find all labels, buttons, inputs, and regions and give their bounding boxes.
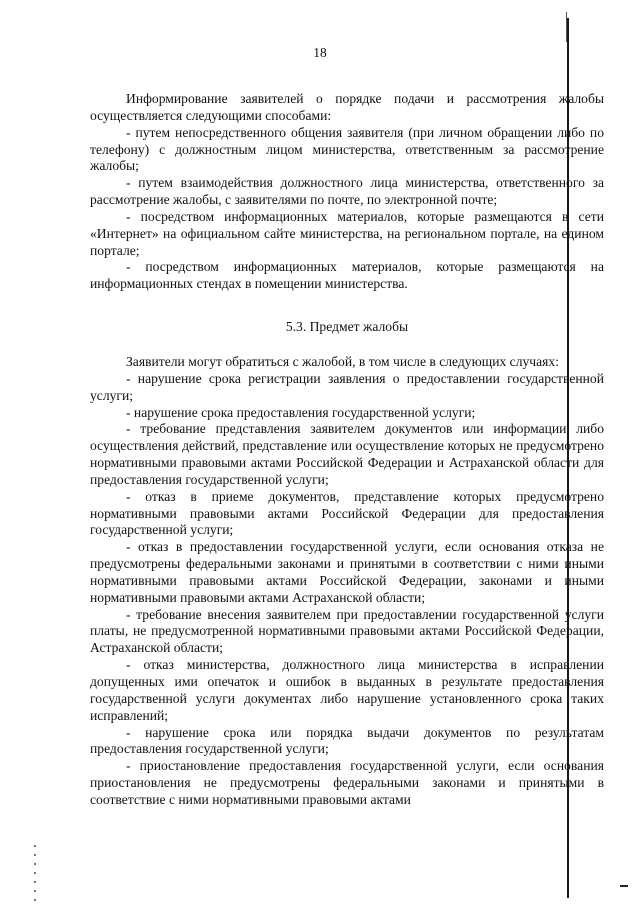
list-item: - отказ в предоставлении государственной услуги, если основания отказа не предусмотрены федеральными законами и принятыми в соответствии с ними иными нормативными правовыми актами Российской Федерации, законами и иными нормативными правовыми актами Астраханской области; bbox=[90, 539, 604, 605]
list-item: - требование представления заявителем документов или информации либо осуществления действий, представление или осуществление которых не предусмотрено нормативными правовыми актами Российской Федерации и Астраханской области для предоставления государственной услуги; bbox=[90, 421, 604, 487]
list-item: - нарушение срока предоставления государственной услуги; bbox=[126, 404, 476, 420]
corner-mark bbox=[620, 885, 628, 887]
margin-marks bbox=[34, 845, 36, 905]
section-heading: 5.3. Предмет жалобы bbox=[285, 319, 409, 335]
list-item: - требование внесения заявителем при предоставлении государственной услуги платы, не предусмотренной нормативными правовыми актами Российской Федерации, Астраханской области; bbox=[90, 606, 604, 656]
list-item: - приостановление предоставления государственной услуги, если основания приостановления не предусмотрены федеральными законами и принятыми в соответствие с ними нормативными правовыми актами bbox=[90, 758, 604, 807]
paragraph: Информирование заявителей о порядке подачи и рассмотрения жалобы осуществляется следующими способами: bbox=[90, 91, 604, 123]
page-number: 18 bbox=[313, 45, 327, 60]
list-item: - отказ министерства, должностного лица министерства в исправлении допущенных ими опечаток и ошибок в выданных в результате предоставления государственной услуги документах либо нарушение установленного срока таких исправлений; bbox=[90, 657, 604, 723]
list-item: - посредством информационных материалов, которые размещаются на информационных стендах в помещении министерства. bbox=[90, 259, 604, 292]
list-item: - посредством информационных материалов, которые размещаются в сети «Интернет» на официальном сайте министерства, на региональном портале, на едином портале; bbox=[90, 208, 604, 258]
document-body bbox=[90, 91, 604, 809]
paragraph: Заявители могут обратиться с жалобой, в том числе в следующих случаях: bbox=[126, 353, 559, 369]
list-item: - отказ в приеме документов, представление которых предусмотрено нормативными правовыми актами Российской Федерации для предоставления государственной услуги; bbox=[90, 488, 604, 538]
list-item: - путем непосредственного общения заявителя (при личном обращении либо по телефону) с должностным лицом министерства, ответственным за рассмотрение жалобы; bbox=[90, 124, 604, 174]
list-item: - нарушение срока регистрации заявления о предоставлении государственной услуги; bbox=[90, 370, 604, 403]
list-item: - нарушение срока или порядка выдачи документов по результатам предоставления государственной услуги; bbox=[90, 724, 604, 757]
list-item: - путем взаимодействия должностного лица министерства, ответственного за рассмотрение жалобы, с заявителями по почте, по электронной почте; bbox=[90, 175, 604, 208]
